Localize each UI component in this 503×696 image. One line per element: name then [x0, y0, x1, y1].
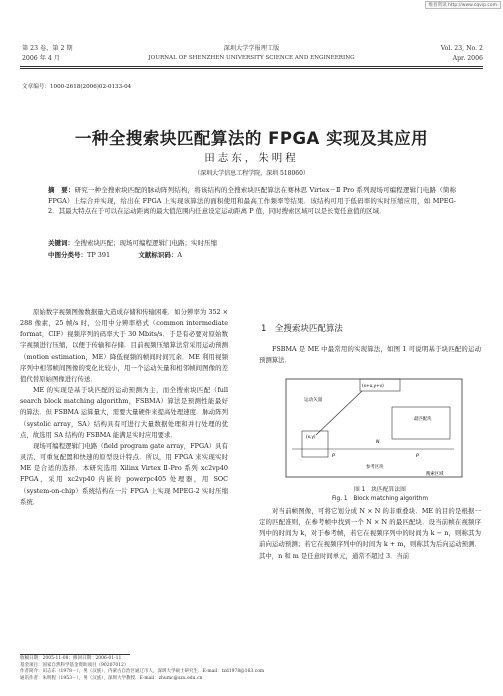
block-matching-figure: [278, 375, 468, 485]
label-best-match: 最匹配块: [414, 417, 432, 422]
header-date-en: Apr. 2006: [452, 55, 483, 62]
label-xy-displaced: (x+u,y+v): [362, 383, 384, 388]
classification-line: [48, 250, 456, 259]
header-rule: [20, 66, 483, 67]
source-stamp: 维普资讯 http://www.cqvip.com: [425, 1, 501, 9]
label-xy: (x,y): [306, 434, 316, 439]
footnote-rule: [20, 654, 130, 655]
label-search-area: 搜索区域: [426, 472, 444, 477]
doc-code-label: 文献标识码：: [138, 251, 178, 259]
clc-label: 中图分类号：: [48, 251, 87, 259]
keywords: 全搜索块匹配；现场可编程逻辑门电路；实时压缩: [74, 239, 217, 247]
body-paragraph: 现场可编程逻辑门电路（field program gate array，FPGA）具有灵活、可重复配置和快速的原型设计特点．所以，用 FPGA 来实现实时 ME 是合适的选择．本研究选用 Xilinx Virtex Ⅱ-Pro 系列 xc2vp40 FPGA，采用 xc2vp40 内嵌的 powerpc405 处理器，用 SOC（system-on-chip）系统结构在一片 FPGA 上实现 MPEG-2 实时压缩系统．: [20, 441, 228, 506]
header-journal-cn: 深圳大学学报理工版: [223, 45, 280, 52]
affiliation: （深圳大学信息工程学院，深圳 518060）: [194, 170, 309, 177]
motion-vector-arrow: [316, 391, 362, 435]
paper-title: 一种全搜索块匹配算法的 FPGA 实现及其应用: [74, 129, 429, 148]
header-volume-en: Vol. 23, No. 2: [440, 45, 483, 52]
article-number: 文章编号：1000-2618(2006)02-0133-04: [22, 84, 132, 90]
label-p-right: P: [416, 454, 419, 459]
body-paragraph: ME 的实现是基于块匹配的运动预测为主，而全搜索块匹配（full search block matching algorithm，FSBMA）算法是预测性能最好的算法．但 FSBMA 运算量大，需要大量硬件来提高处理速度．脉动阵列（systolic array，SA）结构具有可进行大量数据处理和并行处理的优点，故选用 SA 结构的 FSBMA 能满足实时应用要求．: [20, 386, 228, 439]
section-heading: 1 全搜索块匹配算法: [261, 324, 343, 334]
footnote-received: 收稿日期：2005-11-08；修回日期：2006-01-11: [20, 656, 122, 661]
search-area-box: [286, 379, 462, 477]
body-paragraph: 对当前帧图像，可将它划分成 N × N 的非重叠块．ME 的目的是根据一定的匹配准则，在参考帧中找到一个 N × N 的最匹配块．设当前帧在视频序列中的时间为 k，对于参考帧，若它在视频序列中的时间为 k − n，则称其为前向运动预测；若它在视频序列中的时间为 k + m，则称其为后向运动预测．其中，n 和 m 是任意时间单元，通常不超过 3．当前: [259, 507, 481, 560]
clc-value: TP 391: [87, 251, 111, 259]
body-paragraph: FSBMA 是 ME 中最常用的实现算法，如图 1 可说明基于块匹配的运动预测算法．: [259, 345, 481, 365]
keywords-label: 关键词：: [48, 239, 74, 247]
label-p-left: P: [332, 454, 335, 459]
doc-code-value: A: [177, 251, 183, 259]
footnote-author: 作者简介：田志东（1978－），男（汉族），内蒙古自治区通辽市人，深圳大学硕士研究生．E-mail：tzd1978@163.com: [20, 669, 265, 675]
abstract-text: 研究一种全搜索块匹配的脉动阵列结构，将该结构的全搜索块匹配算法在赛林思 Virtex－Ⅱ Pro 系列现场可编程逻辑门电路（简称 FPGA）上综合并实现，给出在 FPGA 上实现该算法的面积使用和最高工作频率等结果．该结构可用于低码率的实时压缩应用，如 MPEG-2．其最大特点在于可以在运动距离的最大值范围内任意设定运动距离 P 值，同时搜索区域可以是长宽任意值的区域．: [48, 186, 456, 216]
body-paragraph: 原始数字视频图像数据量大造成存储和传输困难．如分辨率为 352 × 288 像素，25 帧/s 时，公用中分辨率格式（common intermediate format，CIF）视频序列的码率大于 30 Mbits/s．于是有必要对原始数字视频进行压缩，以便于传输和存储．目前视频压缩算法常采用运动预测（motion estimation，ME）降低视频的帧间时间冗余．ME 利用视频序列中相邻帧间图像的变化比较小，用一个运动矢量和相邻帧间图像的差值代替原始图像进行传送．: [20, 308, 228, 383]
header-journal-en: JOURNAL OF SHENZHEN UNIVERSITY SCIENCE AND ENGINEERING: [148, 55, 355, 61]
figure-caption-cn: 图 1 块匹配算法图: [354, 487, 406, 493]
footnote-corresponding: 通讯作者：朱明程（1953－），男（汉族），深圳大学教授．E-mail：zhumc@szu.edu.cn: [20, 675, 203, 681]
label-n: N: [376, 440, 380, 445]
label-reference-block: 参考区块: [366, 465, 384, 470]
abstract-label: 摘 要：: [48, 186, 75, 194]
figure-caption: [332, 486, 428, 504]
right-paragraph-2: [259, 506, 481, 562]
best-match-block: [392, 407, 450, 439]
right-paragraph-1: [259, 344, 481, 366]
footnote-funding: 基金项目：国家自然科学基金资助项目（90207012）: [20, 662, 129, 668]
authors: 田志东，朱明程: [204, 152, 299, 164]
keywords-line: [48, 238, 456, 247]
header-date-cn: 2006 年 4 月: [22, 55, 60, 62]
footnotes: [20, 656, 483, 682]
abstract: [48, 185, 456, 217]
left-column: [20, 307, 228, 508]
label-motion-vector: 运动矢量: [304, 398, 323, 403]
header-rule-thin: [20, 68, 483, 69]
header-volume-cn: 第 23 卷，第 2 期: [22, 45, 73, 52]
figure-caption-en: Fig. 1 Block matching algorithm: [332, 496, 429, 502]
